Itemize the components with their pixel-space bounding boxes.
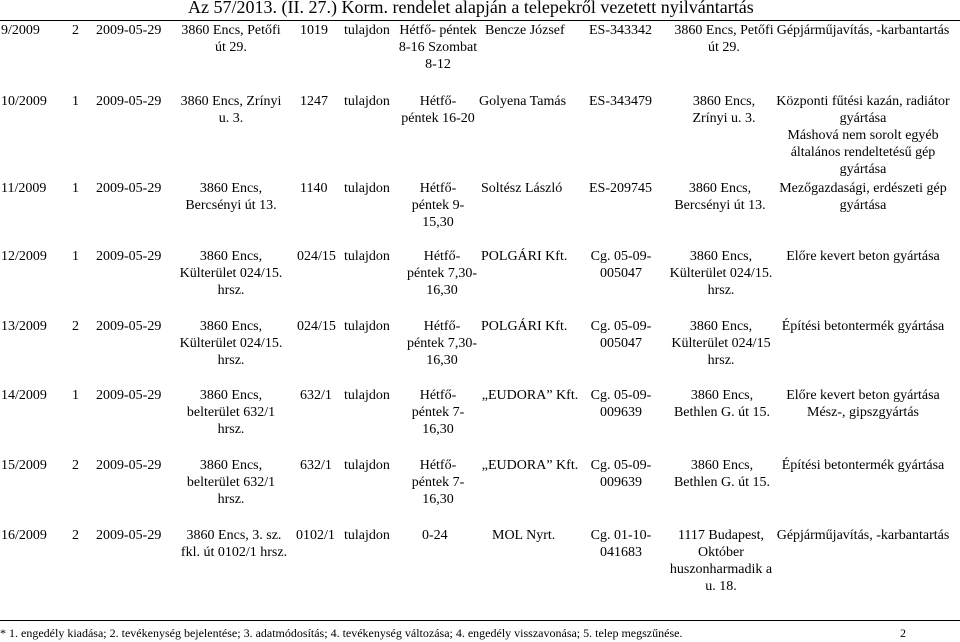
cell-activity: [766, 180, 960, 214]
cell-registration: ES-209745: [589, 181, 652, 196]
activity-line: Építési betontermék gyártása: [781, 458, 945, 473]
cell-date: 2009-05-29: [96, 249, 162, 264]
cell-ownership: tulajdon: [344, 458, 390, 473]
activity-line: Mész-, gipszgyártás: [807, 405, 919, 420]
cell-code: 2: [72, 319, 79, 334]
cell-date: 2009-05-29: [96, 94, 162, 109]
cell-ownership: tulajdon: [344, 388, 390, 403]
cell-activity: [766, 248, 960, 265]
cell-address: 3860 Encs, belterület 632/1 hrsz.: [186, 458, 276, 507]
cell-hours: Hétfő- péntek 16-20: [401, 94, 475, 126]
cell-code: 2: [72, 23, 79, 38]
cell-operator: „EUDORA” Kft.: [481, 458, 579, 473]
page-title: Az 57/2013. (II. 27.) Korm. rendelet alapján a telepekről vezetett nyilvántartás: [188, 0, 754, 17]
footnote: * 1. engedély kiadása; 2. tevékenység bejelentése; 3. adatmódosítás; 4. tevékenység változása; 4. engedély visszavonása; 5. telep megszűnése.: [0, 626, 683, 640]
cell-hours: Hétfő- péntek 7-16,30: [411, 458, 465, 507]
cell-ownership: tulajdon: [344, 249, 390, 264]
activity-line: Mezőgazdasági, erdészeti gép gyártása: [779, 181, 947, 213]
activity-line: Előre kevert beton gyártása: [786, 249, 940, 264]
cell-parcel: 632/1: [300, 388, 332, 403]
cell-code: 1: [72, 181, 79, 196]
cell-parcel: 024/15: [297, 319, 336, 334]
cell-parcel: 0102/1: [296, 528, 335, 543]
cell-code: 2: [72, 528, 79, 543]
cell-activity: [766, 527, 960, 544]
cell-operator-address: 1117 Budapest, Október huszonharmadik a u. 18.: [669, 528, 773, 594]
cell-number: 12/2009: [1, 249, 47, 264]
cell-code: 2: [72, 458, 79, 473]
cell-registration: Cg. 01-10-041683: [590, 528, 652, 560]
cell-ownership: tulajdon: [344, 528, 390, 543]
cell-code: 1: [72, 388, 79, 403]
activity-line: Előre kevert beton gyártása: [786, 388, 940, 403]
cell-date: 2009-05-29: [96, 319, 162, 334]
cell-number: 11/2009: [1, 181, 47, 196]
cell-operator-address: 3860 Encs, Bercsényi út 13.: [674, 181, 766, 213]
cell-hours: Hétfő- péntek 8-16 Szombat 8-12: [398, 23, 478, 72]
cell-date: 2009-05-29: [96, 458, 162, 473]
cell-address: 3860 Encs, Bercsényi út 13.: [185, 181, 277, 213]
cell-activity: [766, 93, 960, 178]
cell-parcel: 632/1: [300, 458, 332, 473]
cell-operator-address: 3860 Encs, Külterület 024/15 hrsz.: [671, 319, 771, 368]
cell-operator: POLGÁRI Kft.: [481, 319, 568, 334]
cell-date: 2009-05-29: [96, 388, 162, 403]
cell-operator-address: 3860 Encs, Külterület 024/15. hrsz.: [669, 249, 773, 298]
cell-address: 3860 Encs, 3. sz. fkl. út 0102/1 hrsz.: [180, 528, 288, 560]
cell-activity: [766, 318, 960, 335]
activity-line: Máshová nem sorolt egyéb általános rendeltetésű gép gyártása: [787, 128, 939, 177]
cell-activity: [766, 387, 960, 421]
cell-registration: Cg. 05-09-005047: [590, 319, 652, 351]
cell-hours: Hétfő- péntek 7,30-16,30: [407, 319, 477, 368]
cell-number: 13/2009: [1, 319, 47, 334]
cell-operator: Bencze József: [485, 23, 565, 38]
cell-registration: ES-343479: [589, 94, 652, 109]
cell-registration: Cg. 05-09-009639: [590, 388, 652, 420]
cell-ownership: tulajdon: [344, 319, 390, 334]
cell-operator: POLGÁRI Kft.: [481, 249, 568, 264]
cell-number: 10/2009: [1, 94, 47, 109]
cell-hours: Hétfő- péntek 9-15,30: [411, 181, 465, 230]
activity-line: Építési betontermék gyártása: [781, 319, 945, 334]
cell-registration: ES-343342: [589, 23, 652, 38]
cell-address: 3860 Encs, belterület 632/1 hrsz.: [186, 388, 276, 437]
cell-date: 2009-05-29: [96, 181, 162, 196]
cell-registration: Cg. 05-09-009639: [590, 458, 652, 490]
cell-registration: Cg. 05-09-005047: [590, 249, 652, 281]
cell-number: 15/2009: [1, 458, 47, 473]
cell-number: 16/2009: [1, 528, 47, 543]
activity-line: Gépjárműjavítás, -karbantartás: [776, 23, 950, 38]
cell-date: 2009-05-29: [96, 528, 162, 543]
cell-activity: [766, 457, 960, 474]
activity-line: Központi fűtési kazán, radiátor gyártása: [776, 94, 950, 126]
cell-ownership: tulajdon: [344, 94, 390, 109]
cell-address: 3860 Encs, Zrínyi u. 3.: [180, 94, 282, 126]
cell-address: 3860 Encs, Külterület 024/15. hrsz.: [179, 249, 283, 298]
cell-ownership: tulajdon: [344, 23, 390, 38]
cell-operator: Soltész László: [481, 181, 563, 196]
cell-parcel: 1019: [300, 23, 328, 38]
activity-line: Gépjárműjavítás, -karbantartás: [776, 528, 950, 543]
cell-operator: Golyena Tamás: [479, 94, 567, 109]
cell-parcel: 1247: [300, 94, 328, 109]
cell-number: 9/2009: [1, 23, 40, 38]
cell-hours: Hétfő- péntek 7,30-16,30: [407, 249, 477, 298]
cell-operator-address: 3860 Encs, Zrínyi u. 3.: [692, 94, 756, 126]
page-number: 2: [900, 626, 906, 640]
cell-operator-address: 3860 Encs, Bethlen G. út 15.: [673, 458, 771, 490]
cell-ownership: tulajdon: [344, 181, 390, 196]
table-bottom-border: [0, 620, 960, 621]
cell-operator: MOL Nyrt.: [492, 528, 556, 543]
cell-number: 14/2009: [1, 388, 47, 403]
cell-operator-address: 3860 Encs, Bethlen G. út 15.: [673, 388, 771, 420]
cell-activity: [766, 22, 960, 39]
cell-code: 1: [72, 94, 79, 109]
cell-parcel: 024/15: [297, 249, 336, 264]
cell-address: 3860 Encs, Külterület 024/15. hrsz.: [179, 319, 283, 368]
cell-address: 3860 Encs, Petőfi út 29.: [181, 23, 281, 55]
table-top-border: [0, 20, 960, 21]
cell-operator-address: 3860 Encs, Petőfi út 29.: [674, 23, 774, 55]
cell-code: 1: [72, 249, 79, 264]
cell-parcel: 1140: [300, 181, 328, 196]
cell-hours: Hétfő- péntek 7-16,30: [411, 388, 465, 437]
cell-operator: „EUDORA” Kft.: [481, 388, 579, 403]
cell-date: 2009-05-29: [96, 23, 162, 38]
cell-hours: 0-24: [422, 528, 448, 543]
